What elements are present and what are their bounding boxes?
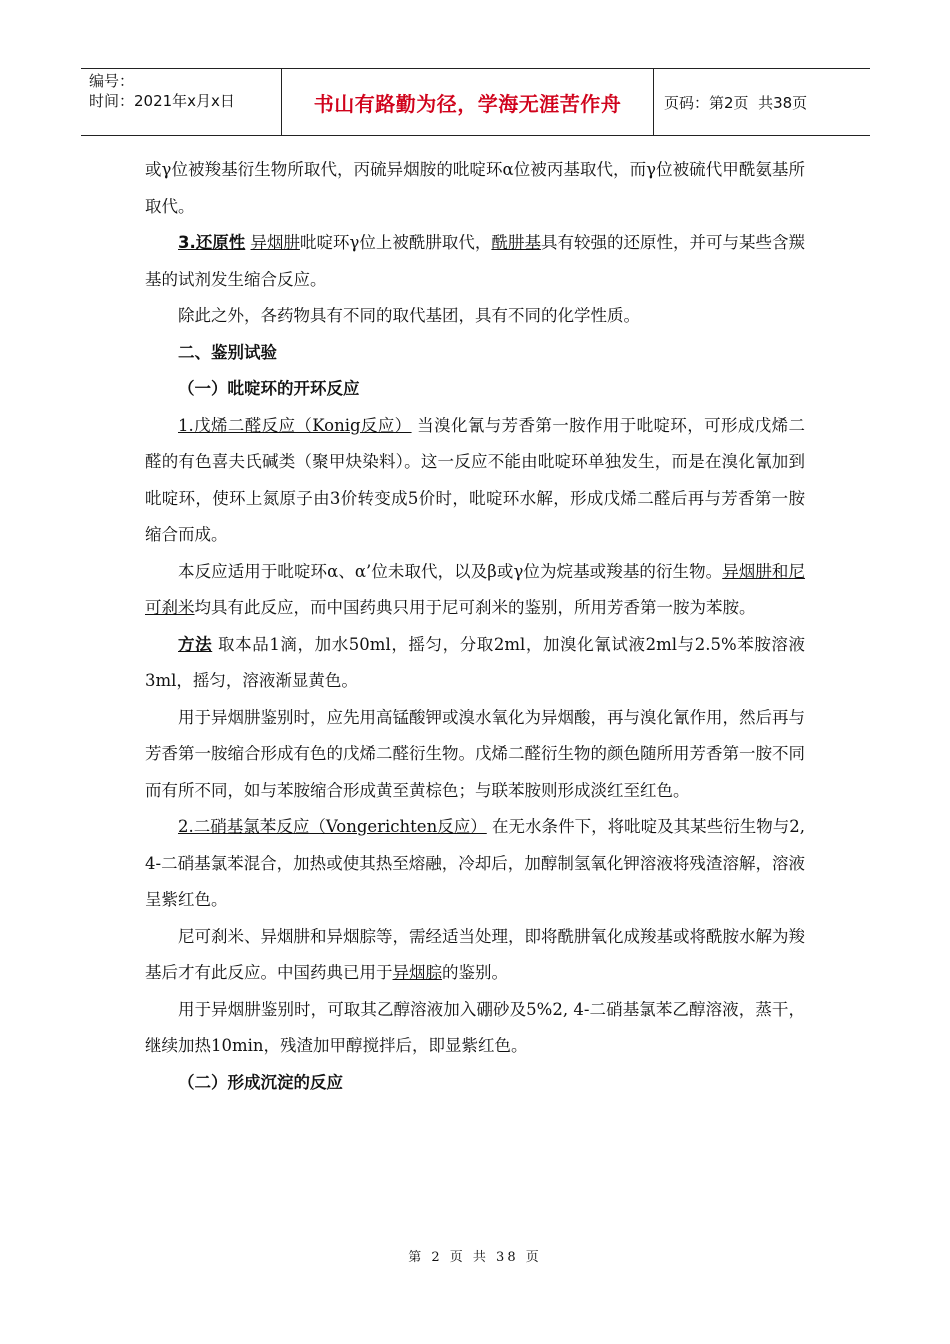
method-label: 方法 (178, 634, 213, 654)
paragraph-method (145, 627, 805, 700)
konig-label: 1.戊烯二醛反应（Konig反应） (178, 415, 412, 435)
page-footer: 第 2 页 共 38 页 (408, 1250, 542, 1265)
subsection-heading-precipitation: （二）形成沉淀的反应 (178, 1072, 343, 1092)
section-heading-identification: 二、鉴别试验 (178, 342, 277, 362)
page-label: 页码：第2页 共38页 (664, 93, 808, 112)
konig-text: 当溴化氰与芳香第一胺作用于吡啶环，可形成戊烯二醛的有色喜夫氏碱类（聚甲炔染料）。这一反应不能由吡啶环单独发生，而是在溴化氰加到吡啶环，使环上氮原子由3价转变成5价时，吡啶环水解，形成戊烯二醛后再与芳香第一胺缩合而成。 (145, 415, 805, 544)
header-motto-cell (281, 69, 654, 135)
paragraph-1: 或γ位被羧基衍生物所取代，丙硫异烟胺的吡啶环α位被丙基取代，而γ位被硫代甲酰氨基所取代。 (145, 160, 805, 216)
vongerichten-text: 在无水条件下，将吡啶及其某些衍生物与2, 4-二硝基氯苯混合，加热或使其热至熔融，冷却后，加醇制氢氧化钾溶液将残渣溶解，溶液呈紫红色。 (145, 817, 805, 909)
p9-start: 尼可刹米、异烟肼和异烟腙等，需经适当处理，即将酰肼氧化成羧基或将酰胺水解为羧基后才有此反应。中国药典已用于 (145, 926, 805, 982)
page-header (81, 68, 870, 136)
reducibility-text-rest: 具有较强的还原性，并可与某些含羰基的试剂发生缩合反应。 (145, 233, 806, 289)
paragraph-9 (145, 919, 805, 992)
paragraph-reducibility (145, 225, 805, 298)
paragraph-5 (145, 554, 805, 627)
motto-text: 书山有路勤为径，学海无涯苦作舟 (313, 91, 622, 116)
vongerichten-label: 2.二硝基氯苯反应（Vongerichten反应） (178, 817, 487, 836)
header-meta (81, 69, 281, 135)
subsection-heading-ring-opening: （一）吡啶环的开环反应 (178, 379, 360, 398)
paragraph-vongerichten (145, 809, 805, 919)
paragraph-7: 用于异烟肼鉴别时，应先用高锰酸钾或溴水氧化为异烟酸，再与溴化氰作用，然后再与芳香第一胺缩合形成有色的戊烯二醛衍生物。戊烯二醛衍生物的颜色随所用芳香第一胺不同而有所不同，如与苯胺缩合形成黄至黄棕色；与联苯胺则形成淡红至红色。 (145, 707, 805, 800)
method-text: 取本品1滴，加水50ml，摇匀，分取2ml，加溴化氰试液2ml与2.5%苯胺溶液3ml，摇匀，溶液渐显黄色。 (145, 634, 806, 690)
paragraph-konig (145, 408, 805, 554)
p5-rest: 均具有此反应，而中国药典只用于尼可刹米的鉴别，所用芳香第一胺为苯胺。 (194, 598, 756, 617)
reducibility-text-mid: 吡啶环γ位上被酰肼取代， (300, 233, 492, 252)
p5-start: 本反应适用于吡啶环α、α’位未取代，以及β或γ位为烷基或羧基的衍生物。 (178, 561, 723, 581)
p9-end: 的鉴别。 (442, 963, 508, 982)
term-isoniazid: 异烟肼 (250, 233, 301, 252)
date-label: 时间：2021年x月x日 (89, 92, 235, 110)
paragraph-3: 除此之外，各药物具有不同的取代基团，具有不同的化学性质。 (178, 306, 640, 325)
number-label: 编号： (89, 72, 135, 90)
term-isoniazone: 异烟腙 (392, 963, 442, 982)
paragraph-10: 用于异烟肼鉴别时，可取其乙醇溶液加入硼砂及5%2, 4-二硝基氯苯乙醇溶液，蒸干，继续加热10min，残渣加甲醇搅拌后，即显紫红色。 (145, 999, 805, 1055)
term-isoniazid-nikethamide: 异烟肼和尼可刹米 (145, 561, 806, 617)
document-body (145, 152, 805, 1101)
header-page-cell (654, 69, 870, 135)
reducibility-label: 3.还原性 (178, 233, 246, 252)
term-hydrazide: 酰肼基 (491, 233, 541, 252)
